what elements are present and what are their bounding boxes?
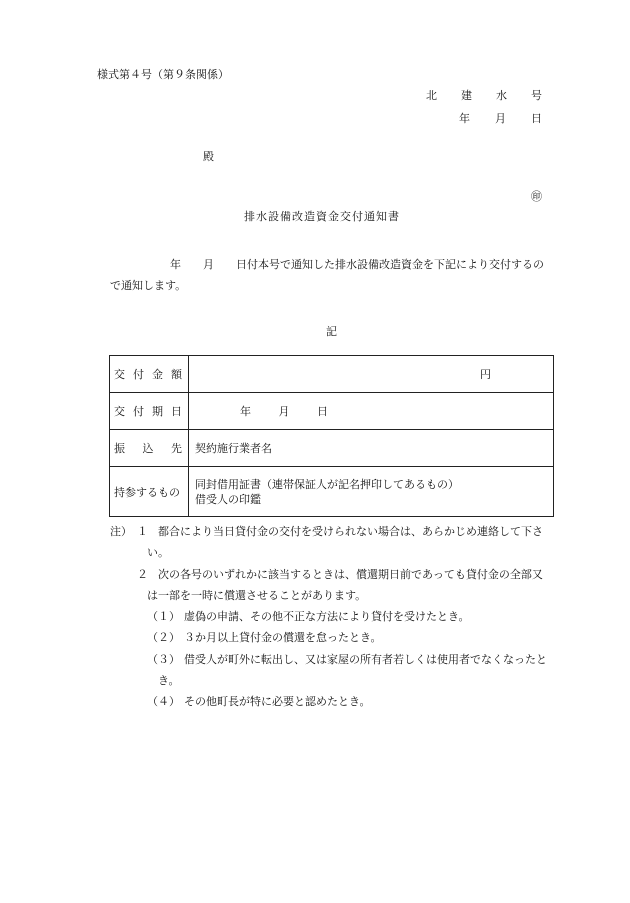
label-date: [110, 393, 189, 430]
subitem-text: ３か月以上貸付金の償還を怠ったとき。: [184, 631, 382, 644]
note-text: 次の各号のいずれかに該当するときは、償還期日前であっても貸付金の全部又: [158, 568, 543, 581]
note-text: は一部を一時に償還させることがあります。: [147, 589, 367, 602]
label-char: 額: [171, 368, 182, 381]
bring-item: 同封借用証書（連帯保証人が記名押印してあるもの）: [195, 477, 459, 491]
note-text: 都合により当日貸付金の交付を受けられない場合は、あらかじめ連絡して下さ: [158, 525, 543, 538]
seal-mark: ㊞: [531, 190, 542, 203]
doc-number-char: 建: [461, 89, 472, 102]
subitem-text: 借受人が町外に転出し、又は家屋の所有者若しくは使用者でなくなったと: [184, 653, 547, 666]
table-row: [110, 467, 554, 517]
label-amount: [110, 356, 189, 393]
notes-prefix: 注）: [110, 525, 132, 538]
yen-unit: 円: [480, 368, 491, 381]
document-number: [426, 89, 542, 103]
subitem-number: （２）: [147, 631, 180, 644]
value-date: [189, 393, 554, 430]
doc-number-char: 北: [426, 89, 437, 102]
table-row: [110, 356, 554, 393]
label-char: 金: [152, 368, 163, 381]
label-char: 付: [133, 368, 144, 381]
addressee-suffix: 殿: [203, 150, 214, 163]
subitem-number: （４）: [147, 695, 180, 708]
label-char: 先: [171, 442, 182, 455]
bring-item: 借受人の印鑑: [195, 492, 261, 506]
table-row: [110, 430, 554, 467]
date-day: 日: [317, 405, 328, 418]
value-bring: [189, 467, 554, 517]
value-transfer: 契約施行業者名: [189, 430, 554, 467]
label-char: 込: [142, 442, 154, 455]
document-title: 排水設備改造資金交付通知書: [244, 210, 400, 223]
value-amount: [189, 356, 554, 393]
body-month: 月: [203, 258, 214, 271]
label-char: 交: [114, 368, 125, 381]
label-char: 振: [114, 442, 125, 455]
subitem-number: （１）: [147, 610, 180, 623]
date-month: 月: [495, 112, 506, 125]
date-day: 日: [531, 112, 542, 125]
label-transfer: [110, 430, 189, 467]
label-char: 日: [171, 405, 182, 418]
date-year: 年: [240, 405, 251, 418]
table-row: [110, 393, 554, 430]
subitem-text: その他町長が特に必要と認めたとき。: [184, 695, 371, 708]
doc-number-char: 水: [496, 89, 507, 102]
subitem-number: （３）: [147, 653, 180, 666]
label-bring: 持参するもの: [110, 467, 189, 517]
body-year: 年: [170, 258, 181, 271]
note-number: １: [137, 525, 148, 538]
ki-heading: 記: [326, 325, 337, 338]
note-number: ２: [137, 568, 148, 581]
grant-table: [109, 355, 554, 517]
doc-number-char: 号: [531, 89, 542, 102]
label-char: 交: [114, 405, 125, 418]
body-line2: で通知します。: [110, 279, 187, 292]
body-line1: 日付本号で通知した排水設備改造資金を下記により交付するの: [236, 258, 544, 271]
subitem-text: き。: [158, 674, 180, 687]
label-char: 付: [133, 405, 144, 418]
subitem-text: 虚偽の申請、その他不正な方法により貸付を受けたとき。: [184, 610, 470, 623]
issue-date: [459, 112, 542, 126]
date-month: 月: [278, 405, 290, 418]
form-number: 様式第４号（第９条関係）: [97, 68, 229, 81]
date-year: 年: [459, 112, 470, 125]
note-text: い。: [147, 546, 169, 559]
label-char: 期: [152, 405, 163, 418]
